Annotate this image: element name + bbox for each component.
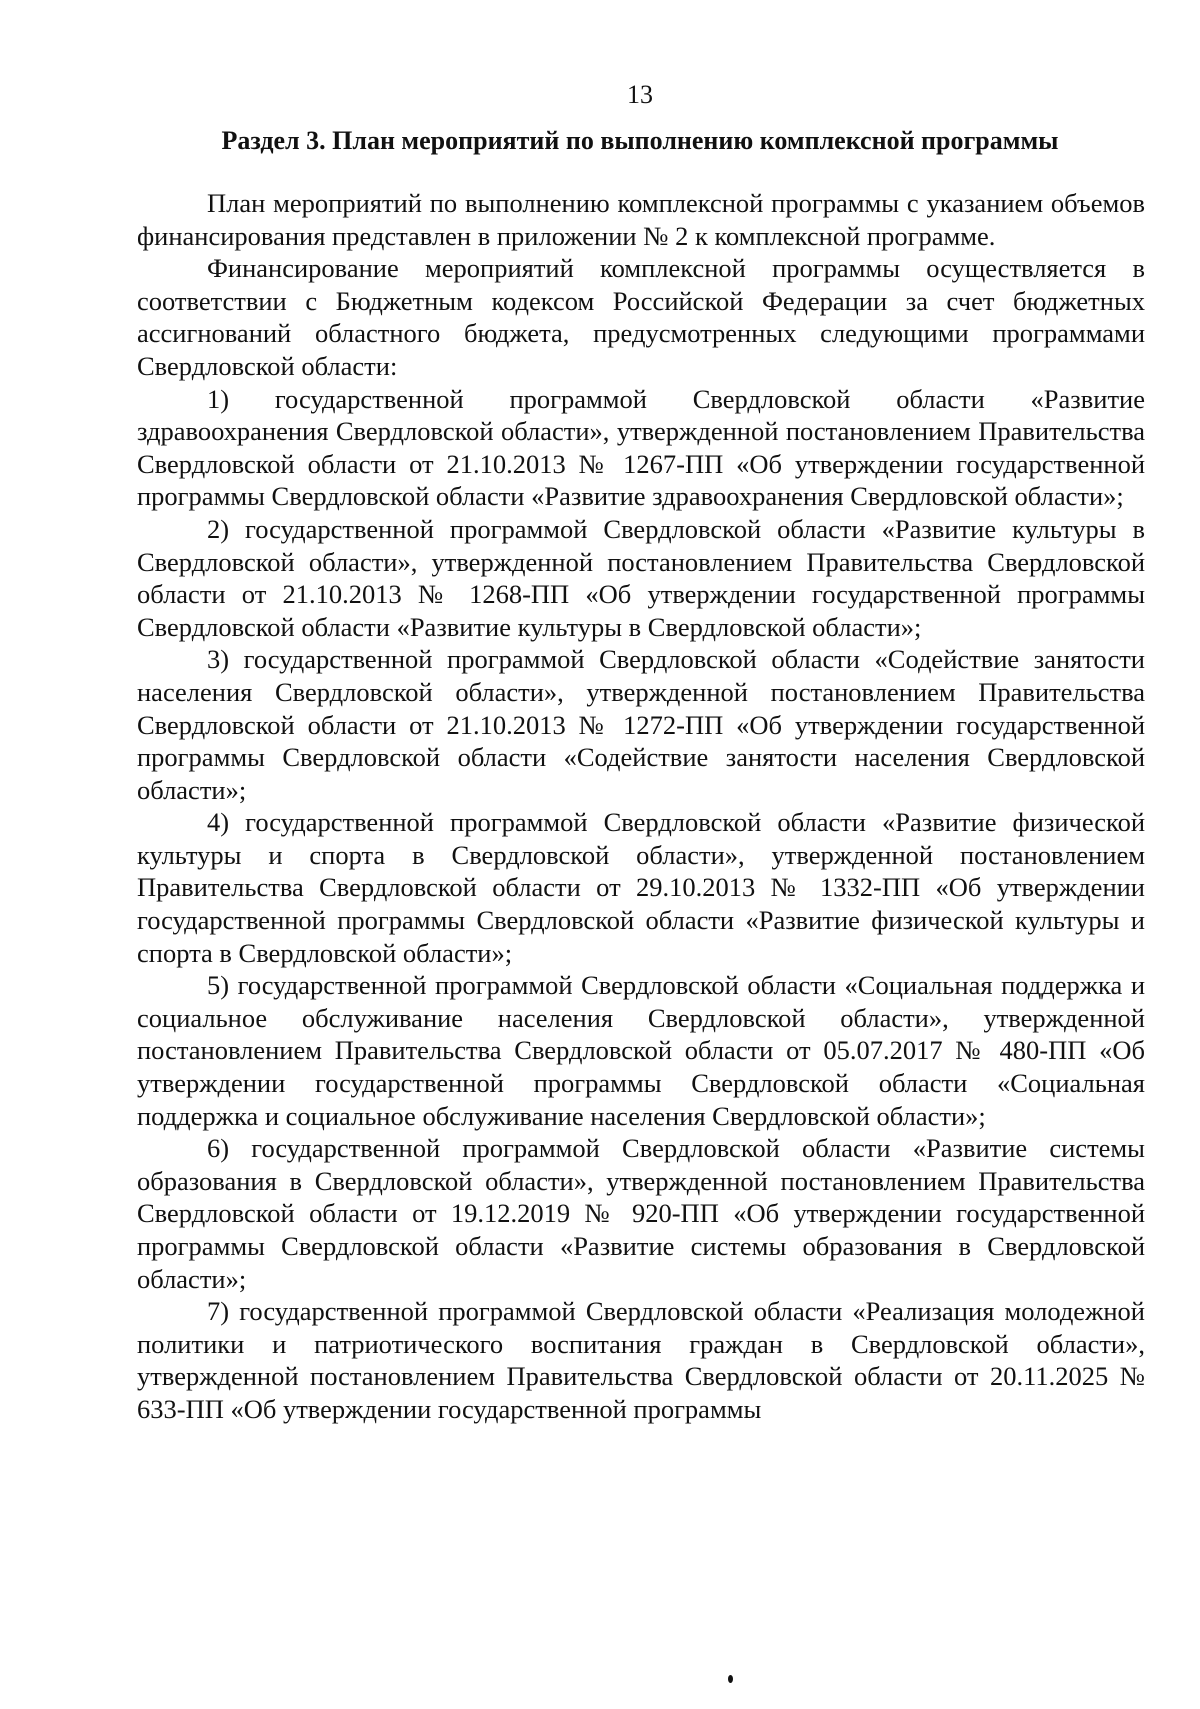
list-item-2: 2) государственной программой Свердловской области «Развитие культуры в Свердловской области», утвержденной постановлением Правительства Свердловской области от 21.10.2013 № 1268-ПП «Об утверждении государственной программы Свердловской области «Развитие культуры в Свердловской области»;	[137, 513, 1145, 642]
list-item-4: 4) государственной программой Свердловской области «Развитие физической культуры и спорта в Свердловской области», утвержденной постановлением Правительства Свердловской области от 29.10.2013 № 1332-ПП «Об утверждении государственной программы Свердловской области «Развитие физической культуры и спорта в Свердловской области»;	[137, 807, 1145, 968]
list-item-7: 7) государственной программой Свердловской области «Реализация молодежной политики и патриотического воспитания граждан в Свердловской области», утвержденной постановлением Правительства Свердловской области от 20.11.2025 № 633-ПП «Об утверждении государственной программы	[137, 1296, 1145, 1424]
list-item-1: 1) государственной программой Свердловской области «Развитие здравоохранения Свердловской области», утвержденной постановлением Правительства Свердловской области от 21.10.2013 № 1267-ПП «Об утверждении государственной программы Свердловской области «Развитие здравоохранения Свердловской области»;	[137, 383, 1145, 512]
section-body	[137, 187, 1145, 1426]
list-item-3: 3) государственной программой Свердловской области «Содействие занятости населения Свердловской области», утвержденной постановлением Правительства Свердловской области от 21.10.2013 № 1272-ПП «Об утверждении государственной программы Свердловской области «Содействие занятости населения Свердловской области»;	[137, 644, 1145, 805]
list-item-5: 5) государственной программой Свердловской области «Социальная поддержка и социальное обслуживание населения Свердловской области», утвержденной постановлением Правительства Свердловской области от 05.07.2017 № 480-ПП «Об утверждении государственной программы Свердловской области «Социальная поддержка и социальное обслуживание населения Свердловской области»;	[137, 970, 1145, 1131]
list-item-6: 6) государственной программой Свердловской области «Развитие системы образования в Свердловской области», утвержденной постановлением Правительства Свердловской области от 19.12.2019 № 920-ПП «Об утверждении государственной программы Свердловской области «Развитие системы образования в Свердловской области»;	[137, 1133, 1145, 1294]
page-number: 13	[627, 80, 653, 109]
section-heading: Раздел 3. План мероприятий по выполнению комплексной программы	[221, 126, 1059, 155]
paragraph-financing: Финансирование мероприятий комплексной программы осуществляется в соответствии с Бюджетным кодексом Российской Федерации за счет бюджетных ассигнований областного бюджета, предусмотренных следующими программами Свердловской области:	[137, 253, 1145, 381]
paragraph-intro: План мероприятий по выполнению комплексной программы с указанием объемов финансирования представлен в приложении № 2 к комплексной программе.	[137, 188, 1145, 251]
scan-dot-mark	[728, 1675, 733, 1683]
